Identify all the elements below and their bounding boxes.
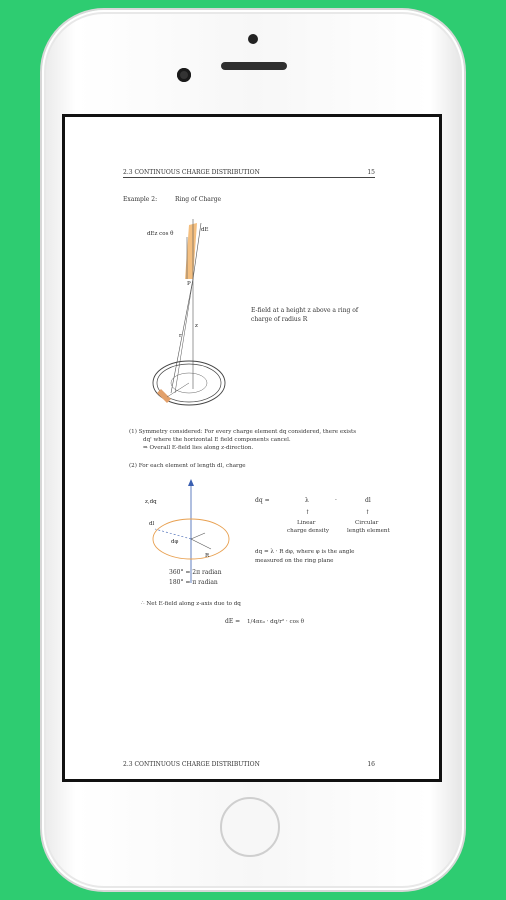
footer-page-number: 16 bbox=[367, 761, 375, 768]
example-title: Ring of Charge bbox=[175, 196, 222, 203]
eq-dq2-line1: dq = λ · R dφ, where φ is the angle bbox=[255, 549, 355, 555]
point2-text: (2) For each element of length dl, charge bbox=[129, 463, 246, 469]
point1-line1: (1) Symmetry considered: For every charge element dq considered, there exists bbox=[129, 429, 357, 435]
front-camera bbox=[248, 34, 258, 44]
page-header bbox=[123, 169, 375, 178]
camera-lens-icon bbox=[177, 68, 191, 82]
label-P: P bbox=[187, 281, 191, 287]
label-dphi: dφ bbox=[171, 539, 179, 545]
fig1-caption-line1: E-field at a height z above a ring of bbox=[251, 307, 359, 314]
label-zdq: z,dq bbox=[145, 499, 157, 505]
fig1-caption-line2: charge of radius R bbox=[251, 316, 308, 323]
home-button[interactable] bbox=[220, 797, 280, 857]
net-eq-lhs: dE = bbox=[225, 618, 241, 625]
eq-arrow-dl: ↑ bbox=[365, 509, 371, 516]
angle-line2: 180° = π radian bbox=[169, 579, 218, 586]
label-R: R bbox=[205, 553, 210, 559]
label-dEcos: dEz cos θ bbox=[147, 231, 174, 237]
eq-dot: · bbox=[335, 497, 337, 504]
eq-dq: dq = bbox=[255, 497, 270, 504]
net-eq-rhs: 1/4πε₀ · dq/r² · cos θ bbox=[247, 619, 304, 625]
eq-linear-line1: Linear bbox=[297, 520, 316, 526]
eq-dl: dl bbox=[365, 497, 371, 504]
point1-line2: dq' where the horizontal E field components cancel. bbox=[143, 437, 291, 443]
screen bbox=[62, 114, 442, 782]
header-page-number: 15 bbox=[367, 169, 375, 176]
earpiece-speaker bbox=[221, 62, 287, 70]
eq-arrow-lambda: ↑ bbox=[305, 509, 311, 516]
example-label: Example 2: bbox=[123, 196, 158, 203]
angle-line1: 360° = 2π radian bbox=[169, 569, 222, 576]
ring-charge-figure bbox=[145, 217, 255, 417]
net-field-text: ∴ Net E-field along z-axis due to dq bbox=[141, 601, 241, 607]
point1-line3: ⇒ Overall E-field lies along z-direction. bbox=[143, 445, 254, 451]
label-dE: dE bbox=[201, 227, 209, 233]
label-dl: dl bbox=[149, 521, 155, 527]
eq-dq2-line2: measured on the ring plane bbox=[255, 558, 334, 564]
phone-frame bbox=[42, 10, 464, 890]
eq-lambda: λ bbox=[305, 497, 309, 504]
eq-circular-line1: Circular bbox=[355, 520, 379, 526]
footer-section: 2.3 CONTINUOUS CHARGE DISTRIBUTION bbox=[123, 761, 260, 768]
eq-circular-line2: length element bbox=[347, 528, 390, 534]
page-footer bbox=[123, 761, 375, 769]
eq-linear-line2: charge density bbox=[287, 528, 329, 534]
label-r: r bbox=[179, 333, 182, 339]
label-z: z bbox=[195, 323, 198, 329]
header-section: 2.3 CONTINUOUS CHARGE DISTRIBUTION bbox=[123, 169, 260, 176]
